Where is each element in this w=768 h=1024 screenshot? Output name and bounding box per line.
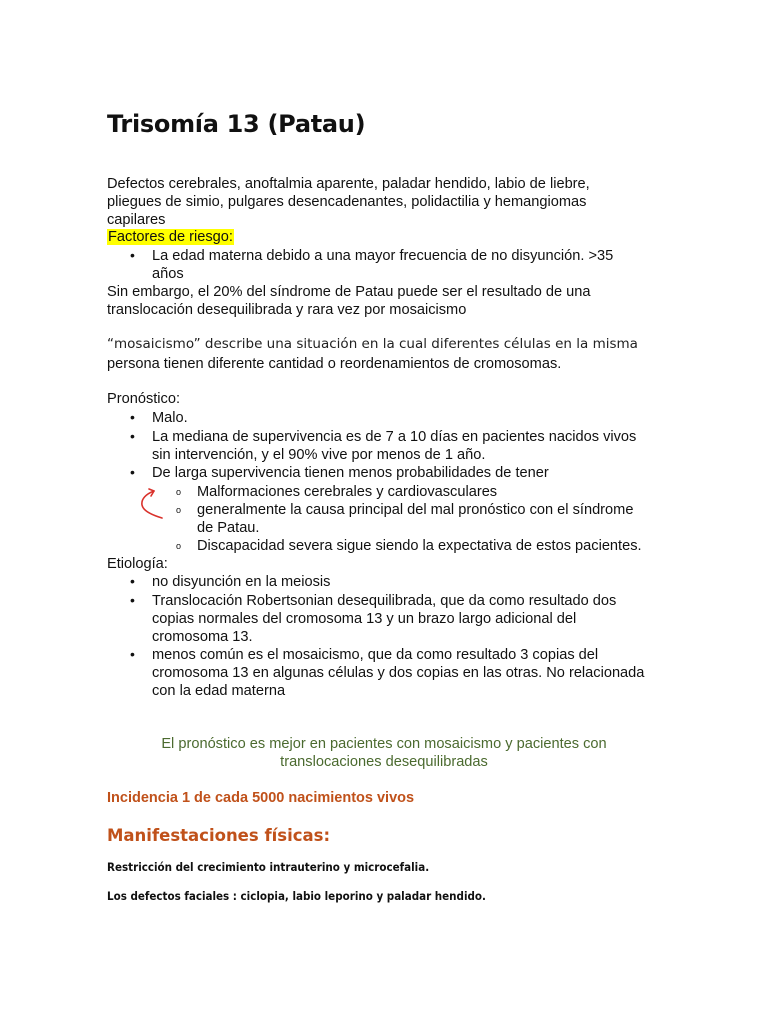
intro-line-1: Defectos cerebrales, anoftalmia aparente, paladar hendido, labio de liebre,: [107, 176, 590, 192]
bullet-glyph: •: [130, 592, 135, 608]
risk-heading: [107, 228, 234, 246]
mosaic-line-2: persona tienen diferente cantidad o reordenamientos de cromosomas.: [107, 356, 562, 372]
physical-paragraph-2: Los defectos faciales : ciclopia, labio leporino y paladar hendido.: [107, 889, 486, 903]
green-note-line-1: El pronóstico es mejor en pacientes con mosaicismo y pacientes con: [161, 736, 607, 752]
bullet-glyph: •: [130, 464, 135, 480]
green-note-line-2: translocaciones desequilibradas: [280, 754, 488, 770]
bullet-glyph: •: [130, 409, 135, 425]
etiology-bullet-2-line-1: Translocación Robertsonian desequilibrada, que da como resultado dos: [152, 593, 617, 609]
handwritten-arrow-annotation: [138, 486, 168, 522]
incidence-heading: Incidencia 1 de cada 5000 nacimientos vivos: [107, 790, 415, 806]
intro-line-3: capilares: [107, 212, 166, 228]
prognosis-bullet-2-line-1: La mediana de supervivencia es de 7 a 10 días en pacientes nacidos vivos: [152, 429, 637, 445]
prognosis-sub-3: Discapacidad severa sigue siendo la expectativa de estos pacientes.: [197, 538, 642, 554]
prognosis-sub-2-line-2: de Patau.: [197, 520, 260, 536]
prognosis-heading: Pronóstico:: [107, 391, 181, 407]
risk-bullet-1-line-1: La edad materna debido a una mayor frecuencia de no disyunción. >35: [152, 248, 614, 264]
risk-heading-text: Factores de riesgo:: [108, 229, 233, 245]
bullet-glyph: •: [130, 428, 135, 444]
sub-bullet-marker: o: [176, 487, 182, 497]
sub-bullet-marker: o: [176, 541, 182, 551]
prognosis-bullet-2-line-2: sin intervención, y el 90% vive por menos de 1 año.: [152, 447, 486, 463]
risk-bullet-1-line-2: años: [152, 266, 184, 282]
physical-paragraph-1: Restricción del crecimiento intrauterino y microcefalia.: [107, 860, 430, 874]
prognosis-bullet-3: De larga supervivencia tienen menos probabilidades de tener: [152, 465, 549, 481]
etiology-bullet-3-line-3: con la edad materna: [152, 683, 286, 699]
prognosis-sub-1: Malformaciones cerebrales y cardiovasculares: [197, 484, 498, 500]
etiology-bullet-3-line-2: cromosoma 13 en algunas células y dos copias en las otras. No relacionada: [152, 665, 645, 681]
risk-after-line-1: Sin embargo, el 20% del síndrome de Patau puede ser el resultado de una: [107, 284, 591, 300]
mosaic-line-1: “mosaicismo” describe una situación en la cual diferentes células en la misma: [107, 336, 638, 352]
page-title: Trisomía 13 (Patau): [107, 110, 366, 138]
etiology-bullet-3-line-1: menos común es el mosaicismo, que da como resultado 3 copias del: [152, 647, 599, 663]
etiology-bullet-2-line-3: cromosoma 13.: [152, 629, 253, 645]
bullet-glyph: •: [130, 573, 135, 589]
physical-heading: Manifestaciones físicas:: [107, 826, 331, 845]
prognosis-bullet-1: Malo.: [152, 410, 188, 426]
intro-line-2: pliegues de simio, pulgares desencadenantes, polidactilia y hemangiomas: [107, 194, 587, 210]
etiology-heading: Etiología:: [107, 556, 168, 572]
etiology-bullet-1: no disyunción en la meiosis: [152, 574, 331, 590]
bullet-glyph: •: [130, 247, 135, 263]
bullet-glyph: •: [130, 646, 135, 662]
prognosis-sub-2-line-1: generalmente la causa principal del mal pronóstico con el síndrome: [197, 502, 634, 518]
etiology-bullet-2-line-2: copias normales del cromosoma 13 y un brazo largo adicional del: [152, 611, 577, 627]
sub-bullet-marker: o: [176, 505, 182, 515]
risk-after-line-2: translocación desequilibrada y rara vez por mosaicismo: [107, 302, 467, 318]
